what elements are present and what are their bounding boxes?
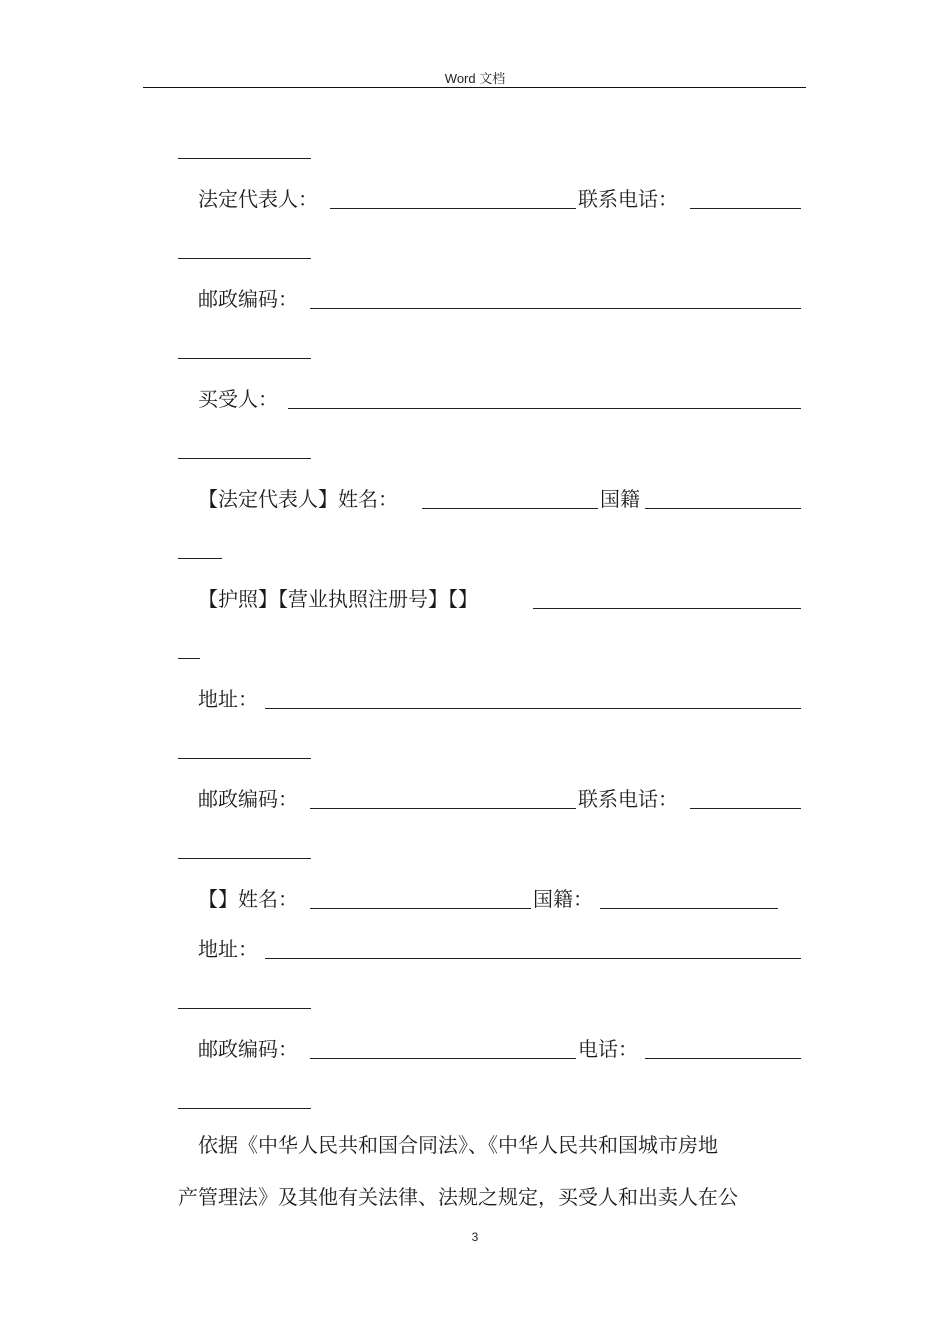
address-label: 地址： — [198, 937, 258, 961]
buyer-legal-rep-row — [0, 484, 950, 514]
agent-nationality-field[interactable] — [600, 908, 778, 909]
nationality-field[interactable] — [645, 508, 801, 509]
paragraph-line — [0, 1182, 950, 1212]
nationality-label: 国籍 — [600, 487, 640, 511]
address-field[interactable] — [265, 708, 801, 709]
address-label: 地址： — [198, 687, 258, 711]
continuation-line — [0, 634, 950, 664]
blank-underline[interactable] — [178, 458, 311, 459]
agent-nationality-label: 国籍： — [533, 887, 593, 911]
contact-phone-field[interactable] — [690, 808, 801, 809]
postal-code-label: 邮政编码： — [198, 287, 298, 311]
buyer-label: 买受人： — [198, 387, 278, 411]
continuation-line — [0, 734, 950, 764]
blank-underline[interactable] — [178, 358, 311, 359]
blank-underline[interactable] — [178, 1108, 311, 1109]
postal-code-field[interactable] — [310, 808, 576, 809]
paragraph-line — [0, 1130, 950, 1160]
agent-postal-phone-row — [0, 1034, 950, 1064]
postal-phone-row — [0, 784, 950, 814]
phone-label: 电话： — [578, 1037, 638, 1061]
buyer-field[interactable] — [288, 408, 801, 409]
blank-underline[interactable] — [178, 658, 200, 659]
continuation-line — [0, 134, 950, 164]
header-title: Word 文档 — [444, 71, 506, 86]
address-field[interactable] — [265, 958, 801, 959]
blank-underline[interactable] — [178, 758, 311, 759]
agent-row — [0, 884, 950, 914]
continuation-line — [0, 334, 950, 364]
blank-underline[interactable] — [178, 258, 311, 259]
blank-underline[interactable] — [178, 158, 311, 159]
postal-code-label: 邮政编码： — [198, 787, 298, 811]
continuation-line — [0, 984, 950, 1014]
page-number: 3 — [471, 1230, 479, 1244]
contact-phone-label: 联系电话： — [578, 187, 678, 211]
buyer-legal-rep-name-label: 【法定代表人】姓名： — [198, 487, 398, 511]
continuation-line — [0, 234, 950, 264]
postal-code-row — [0, 284, 950, 314]
legal-rep-row — [0, 184, 950, 214]
id-docs-row — [0, 584, 950, 614]
blank-underline[interactable] — [178, 858, 311, 859]
continuation-line — [0, 434, 950, 464]
phone-field[interactable] — [645, 1058, 801, 1059]
blank-underline[interactable] — [178, 1008, 311, 1009]
agent-address-row — [0, 934, 950, 964]
buyer-legal-rep-name-field[interactable] — [422, 508, 598, 509]
id-number-field[interactable] — [533, 608, 801, 609]
continuation-line — [0, 534, 950, 564]
contact-phone-field[interactable] — [690, 208, 801, 209]
legal-rep-label: 法定代表人： — [198, 187, 318, 211]
agent-name-field[interactable] — [310, 908, 531, 909]
postal-code-field[interactable] — [310, 308, 801, 309]
postal-code-label: 邮政编码： — [198, 1037, 298, 1061]
legal-rep-field[interactable] — [330, 208, 576, 209]
buyer-row — [0, 384, 950, 414]
continuation-line — [0, 834, 950, 864]
postal-code-field[interactable] — [310, 1058, 576, 1059]
continuation-line — [0, 1084, 950, 1114]
contact-phone-label: 联系电话： — [578, 787, 678, 811]
paragraph-text: 产管理法》及其他有关法律、法规之规定，买受人和出卖人在公 — [178, 1185, 738, 1209]
id-docs-label: 【护照】【营业执照注册号】【】 — [198, 587, 478, 611]
address-row — [0, 684, 950, 714]
paragraph-text: 依据《中华人民共和国合同法》、《中华人民共和国城市房地 — [198, 1133, 718, 1157]
agent-name-label: 【】姓名： — [198, 887, 298, 911]
blank-underline[interactable] — [178, 558, 222, 559]
header-rule — [143, 87, 806, 88]
